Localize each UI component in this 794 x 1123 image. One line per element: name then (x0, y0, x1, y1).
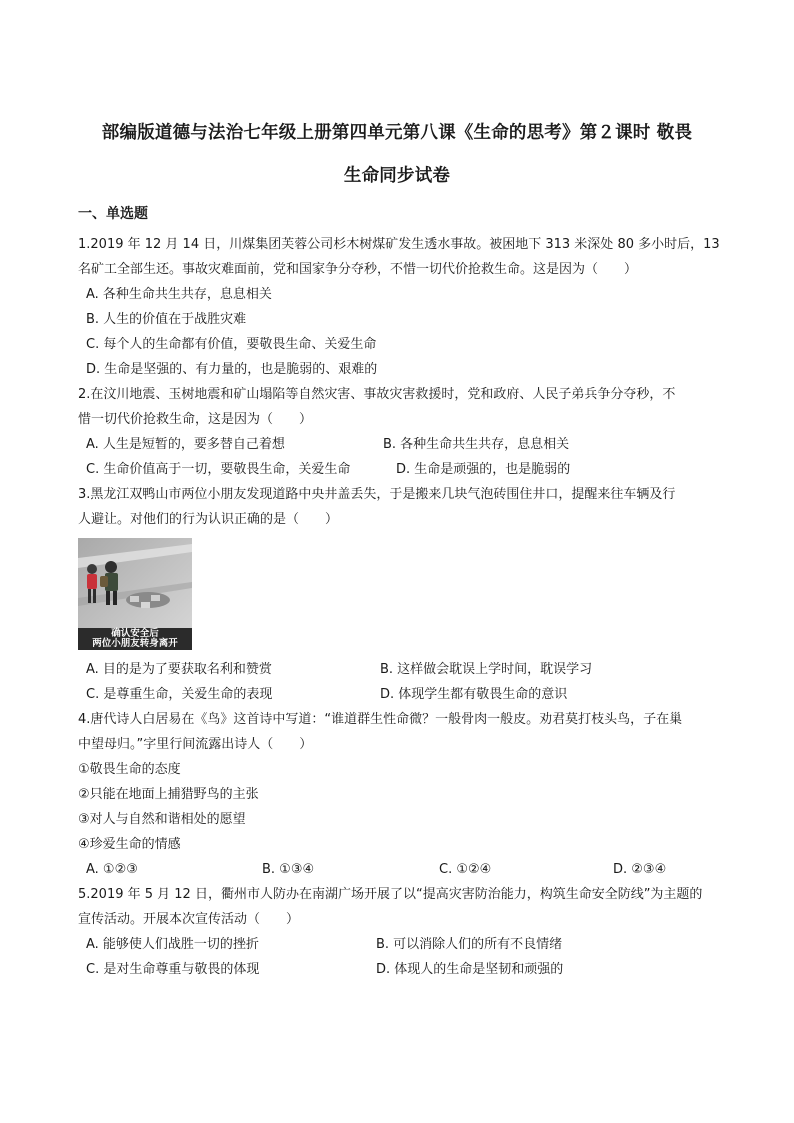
question-1-option-a[interactable]: A. 各种生命共生共存，息息相关 (86, 287, 272, 302)
question-4-stem: 4.唐代诗人白居易在《鸟》这首诗中写道：“谁道群生性命微？一般骨肉一般皮。劝君莫打枝头鸟，子在巢 (78, 712, 683, 727)
photo-caption-line1: 确认安全后 (111, 628, 159, 639)
question-4-option-d[interactable]: D. ②③④ (613, 862, 667, 877)
question-4-item-3: ③对人与自然和谐相处的愿望 (78, 812, 246, 827)
children-manhole-photo (78, 538, 192, 650)
question-1-option-c[interactable]: C. 每个人的生命都有价值，要敬畏生命、关爱生命 (86, 337, 377, 352)
question-2-option-b[interactable]: B. 各种生命共生共存，息息相关 (383, 437, 570, 452)
question-4-option-a[interactable]: A. ①②③ (86, 862, 138, 877)
document-title-continued: 生命同步试卷 (343, 166, 451, 186)
question-4-option-b[interactable]: B. ①③④ (262, 862, 315, 877)
question-4-item-4: ④珍爱生命的情感 (78, 837, 181, 852)
question-2-stem: 2.在汶川地震、玉树地震和矿山塌陷等自然灾害、事故灾害救援时，党和政府、人民子弟兵争分夺秒，不 (78, 387, 676, 402)
photo-caption-line2: 两位小朋友转身离开 (92, 638, 178, 649)
question-3-option-b[interactable]: B. 这样做会耽误上学时间，耽误学习 (380, 662, 593, 677)
question-2-option-a[interactable]: A. 人生是短暂的，要多替自己着想 (86, 437, 285, 452)
question-2-stem-continued: 惜一切代价抢救生命，这是因为（ ） (78, 412, 313, 427)
question-2-option-c[interactable]: C. 生命价值高于一切，要敬畏生命，关爱生命 (86, 462, 351, 477)
question-2-option-d[interactable]: D. 生命是顽强的，也是脆弱的 (396, 462, 571, 477)
question-5-option-a[interactable]: A. 能够使人们战胜一切的挫折 (86, 937, 259, 952)
question-1-option-d[interactable]: D. 生命是坚强的、有力量的，也是脆弱的、艰难的 (86, 362, 378, 377)
question-5-option-d[interactable]: D. 体现人的生命是坚韧和顽强的 (376, 962, 564, 977)
question-3-option-d[interactable]: D. 体现学生都有敬畏生命的意识 (380, 687, 568, 702)
question-4-item-1: ①敬畏生命的态度 (78, 762, 181, 777)
question-4-item-2: ②只能在地面上捕猎野鸟的主张 (78, 787, 259, 802)
question-1-stem-continued: 名矿工全部生还。事故灾难面前，党和国家争分夺秒，不惜一切代价抢救生命。这是因为（ ） (78, 262, 638, 277)
question-3-option-c[interactable]: C. 是尊重生命，关爱生命的表现 (86, 687, 273, 702)
question-3-option-a[interactable]: A. 目的是为了要获取名利和赞赏 (86, 662, 272, 677)
question-4-stem-continued: 中望母归。”字里行间流露出诗人（ ） (78, 737, 313, 752)
question-3-stem-continued: 人避让。对他们的行为认识正确的是（ ） (78, 512, 339, 527)
question-1-stem: 1.2019 年 12 月 14 日，川煤集团芙蓉公司杉木树煤矿发生透水事故。被困地下 313 米深处 80 多小时后，13 (78, 237, 720, 252)
question-4-option-c[interactable]: C. ①②④ (439, 862, 492, 877)
question-5-stem: 5.2019 年 5 月 12 日，衢州市人防办在南湖广场开展了以“提高灾害防治能力，构筑生命安全防线”为主题的 (78, 887, 703, 902)
question-5-stem-continued: 宣传活动。开展本次宣传活动（ ） (78, 912, 300, 927)
document-title: 部编版道德与法治七年级上册第四单元第八课《生命的思考》第２课时 敬畏 (101, 123, 693, 143)
question-3-stem: 3.黑龙江双鸭山市两位小朋友发现道路中央井盖丢失，于是搬来几块气泡砖围住井口，提醒来往车辆及行 (78, 487, 676, 502)
question-5-option-c[interactable]: C. 是对生命尊重与敬畏的体现 (86, 962, 260, 977)
section-heading: 一、单选题 (78, 206, 148, 222)
question-1-option-b[interactable]: B. 人生的价值在于战胜灾难 (86, 312, 247, 327)
question-5-option-b[interactable]: B. 可以消除人们的所有不良情绪 (376, 937, 563, 952)
